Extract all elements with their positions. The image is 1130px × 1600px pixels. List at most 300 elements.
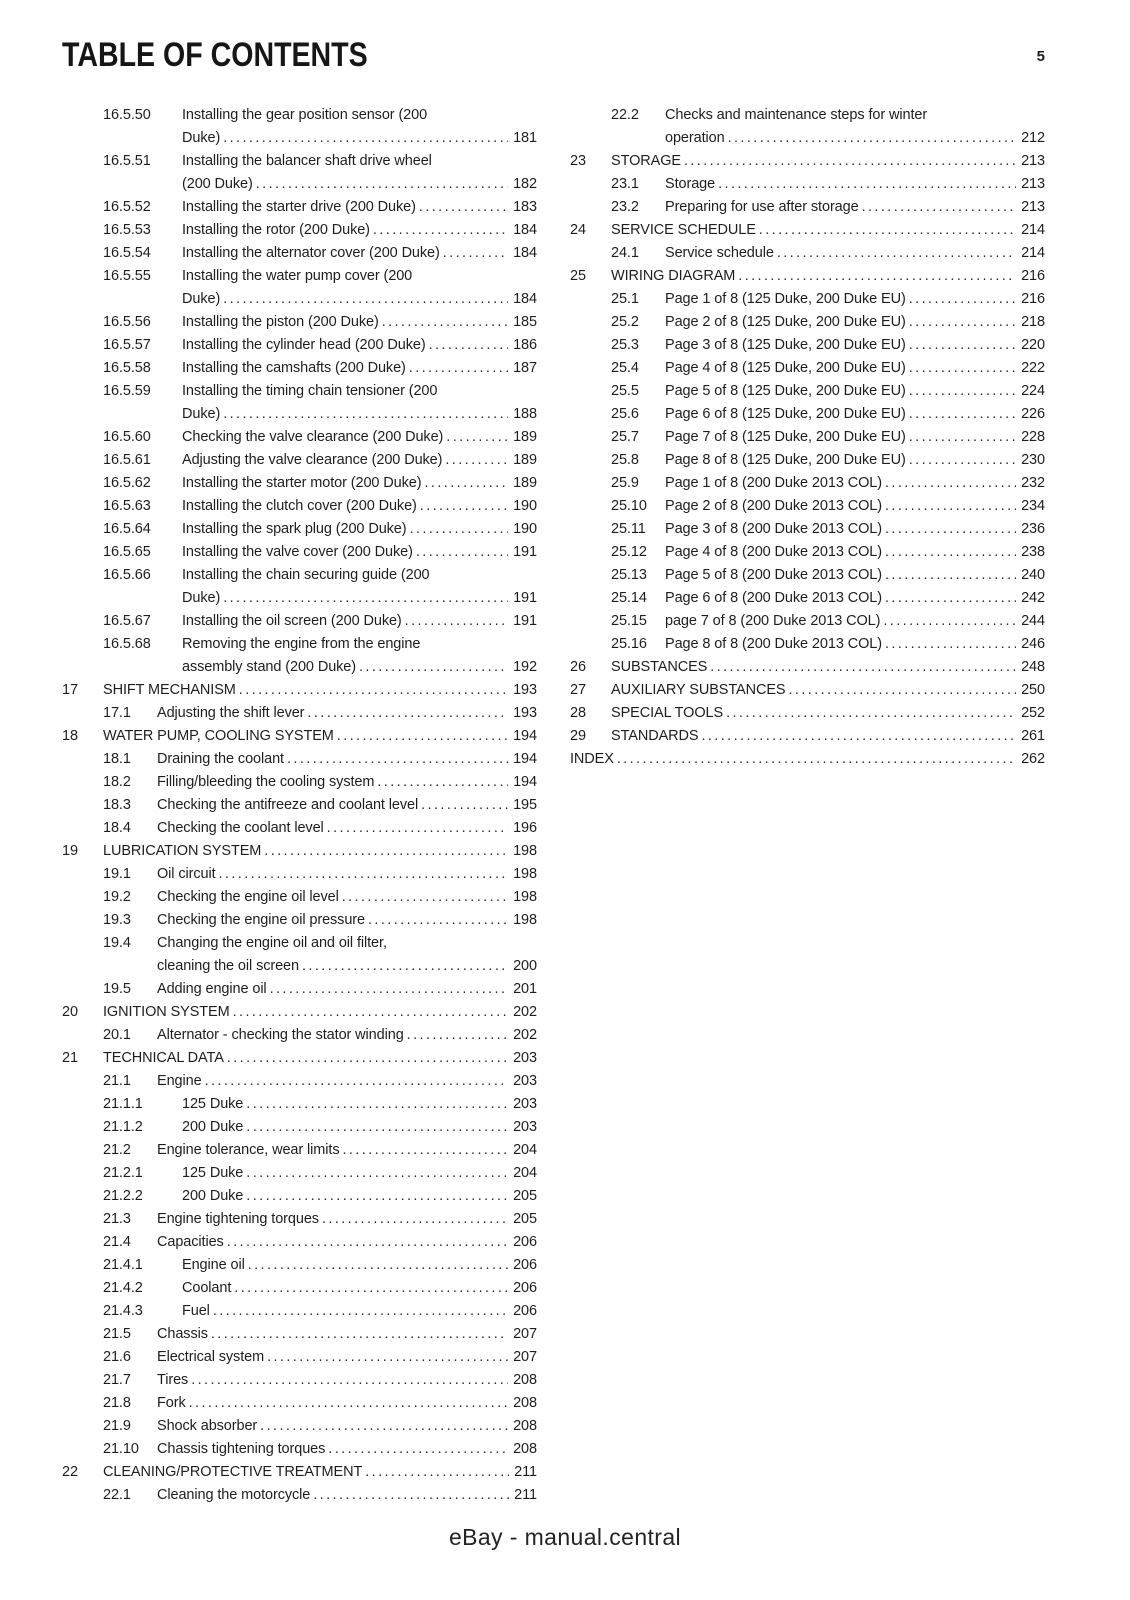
toc-entry-title: Installing the rotor (200 Duke): [182, 222, 370, 238]
toc-entry-line: [611, 656, 1045, 679]
toc-entry-page: 198: [513, 889, 537, 905]
toc-entry[interactable]: [62, 1415, 537, 1438]
dot-leader: [885, 518, 1016, 541]
toc-entry-line: [665, 403, 1045, 426]
toc-entry-page: 191: [513, 613, 537, 629]
toc-entry-line: [157, 955, 537, 978]
toc-entry[interactable]: [570, 449, 1045, 472]
toc-entry-line: [157, 1208, 537, 1231]
toc-entry[interactable]: [62, 748, 537, 771]
toc-entry-page: 194: [513, 751, 537, 767]
toc-entry-page: 186: [513, 337, 537, 353]
toc-entry-body: [665, 518, 1045, 541]
toc-entry-line: [570, 748, 1045, 771]
dot-leader: [342, 1139, 508, 1162]
toc-entry-body: [157, 1392, 537, 1415]
dot-leader: [710, 656, 1016, 679]
toc-entry-line: [182, 495, 537, 518]
toc-entry[interactable]: [570, 426, 1045, 449]
toc-entry[interactable]: [62, 1323, 537, 1346]
toc-entry[interactable]: [62, 242, 537, 265]
toc-entry-number: 25.16: [611, 636, 647, 652]
dot-leader: [313, 1484, 509, 1507]
toc-entry[interactable]: [62, 679, 537, 702]
toc-entry[interactable]: [62, 426, 537, 449]
toc-entry-title: Page 6 of 8 (200 Duke 2013 COL): [665, 590, 882, 606]
toc-entry-body: [182, 1277, 537, 1300]
toc-entry-number: 16.5.68: [103, 636, 151, 652]
toc-entry-body: [182, 242, 537, 265]
toc-entry[interactable]: [570, 403, 1045, 426]
toc-entry-line: [157, 1323, 537, 1346]
toc-entry-line: [157, 1231, 537, 1254]
toc-entry-number: 25.12: [611, 544, 647, 560]
toc-entry[interactable]: [62, 1461, 537, 1484]
toc-entry[interactable]: [62, 1346, 537, 1369]
toc-entry[interactable]: [62, 1116, 537, 1139]
toc-entry-title: operation: [665, 130, 725, 146]
toc-entry-page: 206: [513, 1257, 537, 1273]
toc-entry-title: Checking the engine oil level: [157, 889, 339, 905]
dot-leader: [909, 449, 1016, 472]
toc-entry-line: [157, 1070, 537, 1093]
toc-entry-title: SPECIAL TOOLS: [611, 705, 724, 721]
toc-entry-page: 203: [513, 1073, 537, 1089]
toc-entry-page: 194: [513, 728, 537, 744]
toc-entry-page: 190: [513, 521, 537, 537]
dot-leader: [213, 1300, 508, 1323]
toc-entry-body: [103, 1047, 537, 1070]
toc-entry[interactable]: [62, 840, 537, 863]
toc-entry-line: [182, 357, 537, 380]
toc-entry-line: [182, 587, 537, 610]
dot-leader: [227, 1231, 508, 1254]
toc-entry-body: [182, 104, 537, 150]
toc-entry[interactable]: [62, 794, 537, 817]
toc-entry[interactable]: [570, 357, 1045, 380]
toc-entry-title: Installing the camshafts (200 Duke): [182, 360, 406, 376]
toc-entry-page: 204: [513, 1165, 537, 1181]
toc-entry[interactable]: [570, 518, 1045, 541]
toc-entry[interactable]: [570, 633, 1045, 656]
toc-entry-body: [157, 1323, 537, 1346]
toc-entry-number: 16.5.56: [103, 314, 151, 330]
dot-leader: [227, 1047, 508, 1070]
toc-entry-title: TECHNICAL DATA: [103, 1050, 224, 1066]
toc-entry-title: Page 1 of 8 (125 Duke, 200 Duke EU): [665, 291, 906, 307]
toc-entry-line: [182, 564, 537, 587]
toc-entry-number: 21.5: [103, 1326, 131, 1342]
toc-entry-number: 21.1: [103, 1073, 131, 1089]
toc-entry-number: 16.5.50: [103, 107, 151, 123]
toc-entry[interactable]: [62, 150, 537, 196]
toc-entry-title: Duke): [182, 291, 221, 307]
toc-entry-title: SHIFT MECHANISM: [103, 682, 236, 698]
toc-entry[interactable]: [62, 104, 537, 150]
toc-entry-line: [182, 449, 537, 472]
dot-leader: [327, 817, 508, 840]
toc-entry-number: 25.13: [611, 567, 647, 583]
toc-entry-page: 198: [513, 843, 537, 859]
toc-entry-page: 196: [513, 820, 537, 836]
toc-entry[interactable]: [570, 702, 1045, 725]
dot-leader: [885, 495, 1016, 518]
toc-entry[interactable]: [62, 1093, 537, 1116]
toc-entry[interactable]: [570, 564, 1045, 587]
toc-entry-page: 213: [1021, 153, 1045, 169]
toc-entry[interactable]: [570, 541, 1045, 564]
toc-entry[interactable]: [62, 1001, 537, 1024]
toc-entry[interactable]: [62, 633, 537, 679]
toc-entry[interactable]: [62, 932, 537, 978]
toc-entry-line: [665, 173, 1045, 196]
toc-entry-line: [611, 219, 1045, 242]
toc-entry-line: [182, 196, 537, 219]
toc-entry-number: 18.4: [103, 820, 131, 836]
dot-leader: [246, 1162, 508, 1185]
toc-entry-page: 252: [1021, 705, 1045, 721]
toc-entry-line: [665, 127, 1045, 150]
toc-entry-line: [182, 1162, 537, 1185]
toc-entry[interactable]: [62, 541, 537, 564]
toc-entry-title: Page 4 of 8 (200 Duke 2013 COL): [665, 544, 882, 560]
toc-entry[interactable]: [62, 886, 537, 909]
dot-leader: [909, 288, 1016, 311]
toc-entry-title: Draining the coolant: [157, 751, 284, 767]
toc-entry-body: [665, 472, 1045, 495]
toc-entry-page: 248: [1021, 659, 1045, 675]
toc-entry-number: 18.2: [103, 774, 131, 790]
toc-entry-number: 25.10: [611, 498, 647, 514]
toc-entry[interactable]: [62, 1254, 537, 1277]
toc-entry-title: Storage: [665, 176, 716, 192]
toc-entry-line: [157, 909, 537, 932]
toc-entry[interactable]: [62, 265, 537, 311]
toc-entry-body: [182, 518, 537, 541]
dot-leader: [909, 380, 1016, 403]
toc-entry[interactable]: [570, 150, 1045, 173]
toc-entry-number: 16.5.55: [103, 268, 151, 284]
toc-entry[interactable]: [62, 817, 537, 840]
toc-entry-line: [182, 1300, 537, 1323]
dot-leader: [407, 1024, 508, 1047]
toc-entry-number: 25.14: [611, 590, 647, 606]
toc-entry-line: [157, 978, 537, 1001]
toc-entry[interactable]: [62, 1185, 537, 1208]
toc-entry-title: Chassis tightening torques: [157, 1441, 326, 1457]
dot-leader: [223, 127, 508, 150]
toc-entry-page: 213: [1021, 176, 1045, 192]
toc-entry-body: [157, 978, 537, 1001]
toc-entry[interactable]: [570, 242, 1045, 265]
toc-entry[interactable]: [62, 1484, 537, 1507]
toc-entry[interactable]: [62, 357, 537, 380]
toc-entry[interactable]: [62, 1047, 537, 1070]
toc-entry[interactable]: [62, 1231, 537, 1254]
toc-entry[interactable]: [62, 1392, 537, 1415]
toc-entry-number: 16.5.53: [103, 222, 151, 238]
toc-entry[interactable]: [62, 610, 537, 633]
toc-entry-page: 198: [513, 912, 537, 928]
toc-entry[interactable]: [62, 978, 537, 1001]
toc-entry-number: 19.4: [103, 935, 131, 951]
toc-entry[interactable]: [570, 748, 1045, 771]
toc-entry[interactable]: [570, 495, 1045, 518]
toc-entry[interactable]: [62, 564, 537, 610]
toc-entry-page: 242: [1021, 590, 1045, 606]
toc-entry[interactable]: [570, 610, 1045, 633]
toc-entry[interactable]: [570, 219, 1045, 242]
dot-leader: [909, 334, 1016, 357]
toc-entry-title: Oil circuit: [157, 866, 216, 882]
toc-entry[interactable]: [62, 1277, 537, 1300]
toc-entry-title: Page 3 of 8 (125 Duke, 200 Duke EU): [665, 337, 906, 353]
toc-entry-number: 29: [570, 728, 586, 744]
toc-entry-line: [157, 1369, 537, 1392]
toc-entry-number: 26: [570, 659, 586, 675]
toc-entry[interactable]: [570, 679, 1045, 702]
toc-entry[interactable]: [570, 656, 1045, 679]
toc-entry-page: 261: [1021, 728, 1045, 744]
dot-leader: [885, 472, 1016, 495]
toc-entry[interactable]: [62, 1024, 537, 1047]
toc-entry-line: [611, 702, 1045, 725]
toc-entry-line: [665, 449, 1045, 472]
dot-leader: [885, 564, 1016, 587]
toc-entry-line: [665, 104, 1045, 127]
toc-entry[interactable]: [62, 1369, 537, 1392]
toc-entry-title: Duke): [182, 590, 221, 606]
toc-entry-number: 16.5.59: [103, 383, 151, 399]
toc-entry-number: 16.5.60: [103, 429, 151, 445]
toc-entry-title: Installing the starter drive (200 Duke): [182, 199, 416, 215]
toc-entry-number: 16.5.57: [103, 337, 151, 353]
toc-entry-number: 25.15: [611, 613, 647, 629]
dot-leader: [373, 219, 508, 242]
toc-entry-line: [182, 242, 537, 265]
toc-entry-number: 21.4: [103, 1234, 131, 1250]
toc-entry[interactable]: [62, 1139, 537, 1162]
toc-entry-page: 198: [513, 866, 537, 882]
toc-entry-page: 218: [1021, 314, 1045, 330]
dot-leader: [738, 265, 1016, 288]
toc-entry-line: [665, 288, 1045, 311]
toc-entry[interactable]: [570, 288, 1045, 311]
toc-entry-title: 200 Duke: [182, 1119, 244, 1135]
toc-entry-body: [665, 403, 1045, 426]
toc-entry-page: 232: [1021, 475, 1045, 491]
toc-entry-title: Duke): [182, 406, 221, 422]
toc-entry-page: 236: [1021, 521, 1045, 537]
toc-entry-title: Page 5 of 8 (125 Duke, 200 Duke EU): [665, 383, 906, 399]
toc-entry-title: Installing the water pump cover (200: [182, 268, 413, 284]
toc-entry[interactable]: [62, 1300, 537, 1323]
toc-entry-body: [182, 1300, 537, 1323]
toc-entry-page: 246: [1021, 636, 1045, 652]
toc-entry-title: Checks and maintenance steps for winter: [665, 107, 928, 123]
toc-entry-title: Adjusting the shift lever: [157, 705, 305, 721]
toc-entry[interactable]: [570, 196, 1045, 219]
toc-entry-body: [157, 748, 537, 771]
toc-entry-page: 211: [514, 1487, 537, 1503]
toc-entry-title: Filling/bleeding the cooling system: [157, 774, 375, 790]
toc-entry-body: [182, 265, 537, 311]
toc-entry[interactable]: [62, 472, 537, 495]
toc-entry-body: [611, 725, 1045, 748]
toc-entry-body: [157, 932, 537, 978]
toc-entry-body: [611, 702, 1045, 725]
toc-entry-body: [157, 1346, 537, 1369]
toc-entry-page: 262: [1021, 751, 1045, 767]
toc-entry-line: [103, 1461, 537, 1484]
toc-entry-page: 230: [1021, 452, 1045, 468]
toc-entry-page: 189: [513, 475, 537, 491]
toc-entry-body: [157, 794, 537, 817]
toc-entry-line: [157, 932, 537, 955]
toc-entry-title: Installing the starter motor (200 Duke): [182, 475, 422, 491]
toc-entry-body: [665, 587, 1045, 610]
toc-entry[interactable]: [62, 1070, 537, 1093]
toc-entry-page: 190: [513, 498, 537, 514]
dot-leader: [909, 311, 1016, 334]
toc-entry[interactable]: [62, 219, 537, 242]
toc-entry-body: [665, 196, 1045, 219]
toc-entry-line: [157, 794, 537, 817]
dot-leader: [728, 127, 1017, 150]
toc-entry-title: Installing the clutch cover (200 Duke): [182, 498, 417, 514]
toc-entry-body: [665, 564, 1045, 587]
toc-entry-body: [103, 840, 537, 863]
toc-entry-number: 18.3: [103, 797, 131, 813]
toc-entry[interactable]: [62, 1162, 537, 1185]
toc-entry[interactable]: [570, 587, 1045, 610]
toc-entry-title: Fuel: [182, 1303, 210, 1319]
toc-entry[interactable]: [570, 265, 1045, 288]
toc-entry-page: 244: [1021, 613, 1045, 629]
toc-entry-number: 18: [62, 728, 78, 744]
toc-entry-body: [665, 449, 1045, 472]
toc-entry-page: 234: [1021, 498, 1045, 514]
toc-entry[interactable]: [62, 518, 537, 541]
toc-entry[interactable]: [62, 311, 537, 334]
toc-entry-title: page 7 of 8 (200 Duke 2013 COL): [665, 613, 881, 629]
toc-entry-line: [157, 863, 537, 886]
table-of-contents: [62, 104, 1045, 1507]
toc-entry-number: 21.6: [103, 1349, 131, 1365]
toc-entry[interactable]: [62, 1438, 537, 1461]
toc-entry[interactable]: [62, 725, 537, 748]
page-number: 5: [1036, 48, 1045, 65]
toc-entry-number: 25.2: [611, 314, 639, 330]
toc-entry-page: 184: [513, 291, 537, 307]
toc-entry-title: Page 5 of 8 (200 Duke 2013 COL): [665, 567, 882, 583]
toc-entry-line: [665, 311, 1045, 334]
dot-leader: [759, 219, 1016, 242]
toc-entry-body: [182, 1254, 537, 1277]
toc-entry-title: cleaning the oil screen: [157, 958, 299, 974]
toc-entry-body: [182, 426, 537, 449]
toc-entry-line: [182, 311, 537, 334]
toc-entry-line: [182, 518, 537, 541]
toc-entry[interactable]: [570, 334, 1045, 357]
dot-leader: [342, 886, 508, 909]
toc-entry-line: [611, 725, 1045, 748]
dot-leader: [909, 403, 1016, 426]
dot-leader: [909, 426, 1016, 449]
toc-entry-body: [182, 196, 537, 219]
dot-leader: [726, 702, 1016, 725]
toc-entry-body: [665, 633, 1045, 656]
toc-entry-title: 125 Duke: [182, 1096, 244, 1112]
toc-entry[interactable]: [62, 334, 537, 357]
toc-entry-body: [182, 541, 537, 564]
toc-entry[interactable]: [570, 311, 1045, 334]
toc-entry-title: Checking the engine oil pressure: [157, 912, 365, 928]
toc-entry-title: Electrical system: [157, 1349, 265, 1365]
toc-entry-line: [157, 886, 537, 909]
toc-entry[interactable]: [570, 173, 1045, 196]
dot-leader: [322, 1208, 508, 1231]
toc-entry[interactable]: [570, 725, 1045, 748]
toc-entry[interactable]: [62, 702, 537, 725]
toc-entry-page: 206: [513, 1234, 537, 1250]
dot-leader: [885, 633, 1016, 656]
toc-entry-page: 184: [513, 245, 537, 261]
toc-entry-title: Engine tolerance, wear limits: [157, 1142, 340, 1158]
toc-entry-line: [665, 495, 1045, 518]
toc-entry-number: 16.5.51: [103, 153, 151, 169]
dot-leader: [246, 1116, 508, 1139]
toc-entry-line: [157, 1024, 537, 1047]
toc-entry[interactable]: [62, 909, 537, 932]
toc-entry-title: Installing the cylinder head (200 Duke): [182, 337, 426, 353]
toc-entry-title: CLEANING/PROTECTIVE TREATMENT: [103, 1464, 363, 1480]
toc-entry-title: Page 8 of 8 (125 Duke, 200 Duke EU): [665, 452, 906, 468]
toc-entry-title: Capacities: [157, 1234, 224, 1250]
toc-entry[interactable]: [62, 495, 537, 518]
toc-entry-body: [611, 265, 1045, 288]
toc-entry-body: [665, 541, 1045, 564]
toc-entry[interactable]: [62, 449, 537, 472]
toc-entry-line: [665, 472, 1045, 495]
toc-entry-title: Checking the antifreeze and coolant level: [157, 797, 419, 813]
toc-entry-page: 189: [513, 429, 537, 445]
toc-entry-body: [182, 472, 537, 495]
toc-entry[interactable]: [62, 1208, 537, 1231]
dot-leader: [885, 587, 1016, 610]
toc-entry-title: Alternator - checking the stator winding: [157, 1027, 404, 1043]
toc-entry-number: 21.4.2: [103, 1280, 143, 1296]
toc-entry-number: 25.9: [611, 475, 639, 491]
toc-entry[interactable]: [570, 104, 1045, 150]
toc-entry-number: 25.1: [611, 291, 639, 307]
toc-entry-number: 21.1.1: [103, 1096, 143, 1112]
dot-leader: [862, 196, 1017, 219]
toc-entry-body: [182, 449, 537, 472]
toc-entry[interactable]: [570, 472, 1045, 495]
toc-entry[interactable]: [62, 380, 537, 426]
toc-entry-page: 213: [1021, 199, 1045, 215]
toc-entry-line: [665, 541, 1045, 564]
toc-entry-body: [182, 1162, 537, 1185]
toc-entry-number: 25.8: [611, 452, 639, 468]
toc-entry[interactable]: [570, 380, 1045, 403]
toc-entry[interactable]: [62, 771, 537, 794]
toc-entry[interactable]: [62, 196, 537, 219]
toc-entry[interactable]: [62, 863, 537, 886]
dot-leader: [421, 794, 508, 817]
toc-entry-body: [665, 426, 1045, 449]
